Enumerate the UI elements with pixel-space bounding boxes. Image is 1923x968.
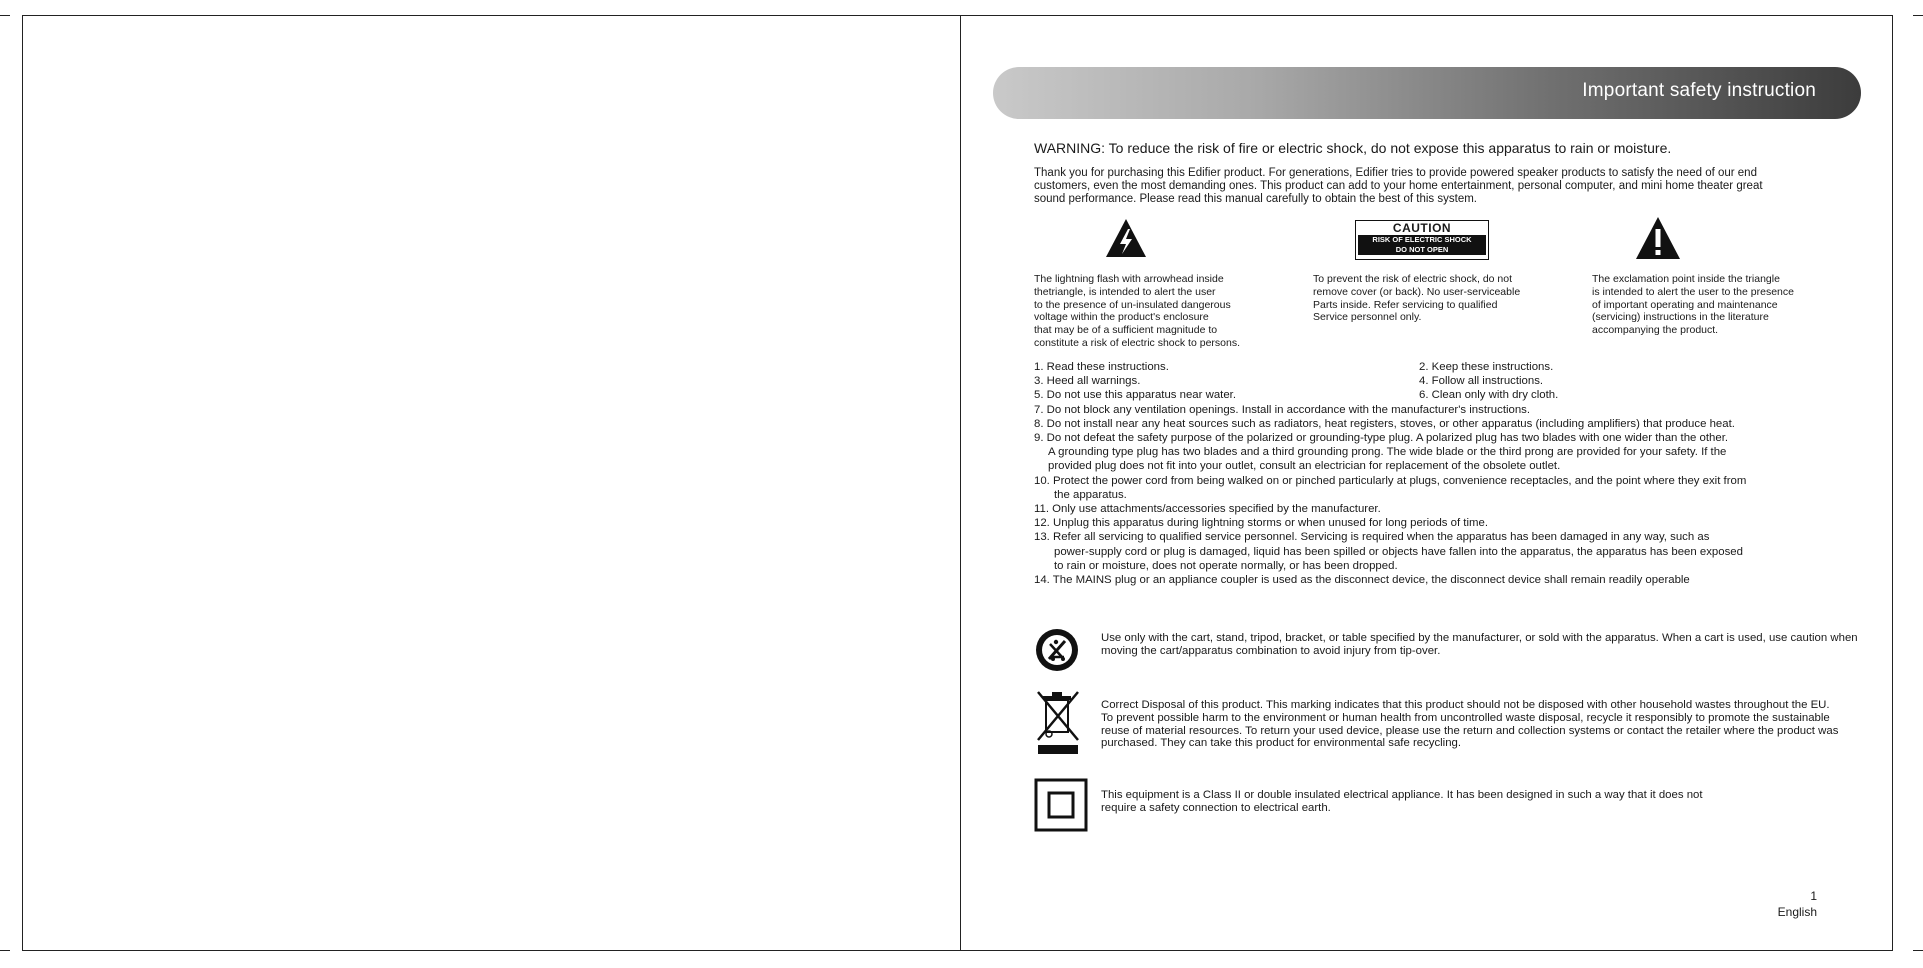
cart-tipover-icon [1034, 627, 1080, 673]
list-item [1034, 360, 1824, 374]
disposal-note [1034, 688, 1854, 758]
list-item [1034, 388, 1824, 402]
list-item: 14. The MAINS plug or an appliance coupler is used as the disconnect device, the disconnect device shall remain readily operable [1034, 574, 1690, 586]
instruction-text: 6. Clean only with dry cloth. [1419, 389, 1559, 402]
caution-line-1: RISK OF ELECTRIC SHOCK [1372, 235, 1472, 244]
intro-paragraph [1034, 167, 1809, 206]
disposal-note-text: Correct Disposal of this product. This marking indicates that this product should not be disposed with other household wastes throughout the EU. To prevent possible harm to the environment or human health from uncontrolled waste disposal, recycle it responsibly to promote the sustainable reuse of material resources. To return your used device, please use the return and collection systems or contact the retailer where the product was purchased. They can take this product for environmental safe recycling. [1101, 699, 1839, 750]
class-ii-note [1034, 778, 1854, 834]
crossed-bin-icon [1034, 688, 1082, 758]
warning-text: WARNING: To reduce the risk of fire or electric shock, do not expose this apparatus to rain or moisture. [1034, 140, 1672, 156]
list-item-continuation: the apparatus. [1054, 488, 1127, 501]
page-footer [1778, 888, 1817, 920]
page-title: Important safety instruction [1582, 80, 1816, 101]
instruction-text: 3. Heed all warnings. [1034, 375, 1141, 388]
manual-page [993, 15, 1863, 951]
list-item-continuation: power-supply cord or plug is damaged, liquid has been spilled or objects have fallen into the apparatus, the apparatus has been exposed [1054, 545, 1743, 558]
list-item-continuation: A grounding type plug has two blades and a third grounding prong. The wide blade or the third prong are provided for your safety. If the [1048, 446, 1727, 459]
crop-mark [0, 950, 10, 951]
list-item: 12. Unplug this apparatus during lightning storms or when unused for long periods of time. [1034, 517, 1488, 530]
instruction-text: 4. Follow all instructions. [1419, 375, 1544, 388]
page-number: 1 [1810, 889, 1817, 903]
instruction-list [1034, 360, 1824, 587]
exclamation-description: The exclamation point inside the triangle is intended to alert the user to the presence of important operating and maintenance (servicing) instructions in the literature accompanying the product. [1592, 273, 1794, 337]
list-item: 7. Do not block any ventilation openings. Install in accordance with the manufacturer's instructions. [1034, 403, 1531, 416]
caution-line-2: DO NOT OPEN [1395, 245, 1449, 254]
cart-note [1034, 627, 1858, 677]
list-item: 8. Do not install near any heat sources such as radiators, heat registers, stoves, or other apparatus (including amplifiers) that produce heat. [1034, 417, 1735, 430]
intro-line: customers, even the most demanding ones. This product can add to your home entertainment, personal computer, and mini home theater great [1034, 180, 1763, 192]
list-item: 13. Refer all servicing to qualified service personnel. Servicing is required when the apparatus has been damaged in any way, such as [1034, 531, 1710, 544]
cart-note-text: Use only with the cart, stand, tripod, bracket, or table specified by the manufacturer, or sold with the apparatus. When a cart is used, use caution when moving the cart/apparatus combination to avoid injury from tip-over. [1101, 632, 1858, 657]
crop-mark [1913, 950, 1923, 951]
list-item [1034, 374, 1824, 388]
list-item: 9. Do not defeat the safety purpose of the polarized or grounding-type plug. A polarized plug has two blades with one wider than the other. [1034, 431, 1729, 444]
caution-description: To prevent the risk of electric shock, do not remove cover (or back). No user-serviceable Parts inside. Refer servicing to qualified Service personnel only. [1313, 273, 1521, 324]
crop-mark [1913, 15, 1923, 16]
instruction-text: 5. Do not use this apparatus near water. [1034, 389, 1236, 402]
exclamation-warning-icon [1634, 215, 1682, 261]
list-item: 11. Only use attachments/accessories specified by the manufacturer. [1034, 502, 1381, 515]
lightning-description: The lightning flash with arrowhead inside thetriangle, is intended to alert the user to the presence of un-insulated dangerous voltage within the product's enclosure that may be of a sufficient magnitude to constitute a risk of electric shock to persons. [1034, 273, 1241, 349]
intro-line: sound performance. Please read this manual carefully to obtain the best of this system. [1034, 193, 1477, 205]
lightning-warning-icon [1104, 217, 1148, 259]
section-banner [993, 67, 1861, 119]
list-item-continuation: to rain or moisture, does not operate normally, or has been dropped. [1054, 559, 1398, 572]
caution-title: CAUTION [1392, 221, 1452, 235]
list-item-continuation: provided plug does not fit into your outlet, consult an electrician for replacement of the obsolete outlet. [1048, 460, 1561, 473]
caution-label-icon [1355, 220, 1489, 260]
instruction-text: 1. Read these instructions. [1034, 361, 1169, 373]
list-item: 10. Protect the power cord from being walked on or pinched particularly at plugs, convenience receptacles, and the point where they exit from [1034, 474, 1747, 487]
intro-line: Thank you for purchasing this Edifier product. For generations, Edifier tries to provide powered speaker products to satisfy the need of our end [1034, 167, 1757, 179]
language-label: English [1777, 905, 1817, 919]
class-ii-note-text: This equipment is a Class II or double insulated electrical appliance. It has been designed in such a way that it does not require a safety connection to electrical earth. [1101, 789, 1703, 814]
page-fold [960, 15, 961, 951]
class-ii-icon [1034, 778, 1088, 832]
instruction-text: 2. Keep these instructions. [1419, 361, 1554, 373]
crop-mark [0, 15, 10, 16]
